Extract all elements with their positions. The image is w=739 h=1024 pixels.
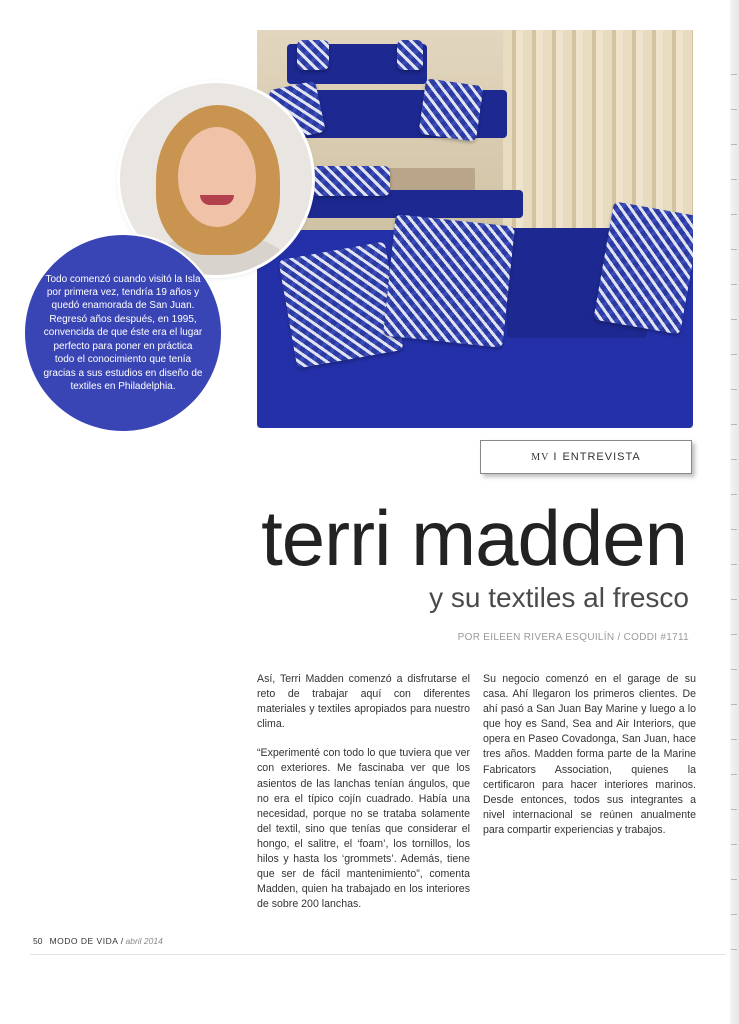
article-column-left (257, 672, 470, 926)
footer-divider: / (120, 936, 124, 946)
page-number: 50 (33, 936, 43, 946)
photo-pillow (397, 40, 423, 70)
page-footer (33, 936, 163, 946)
footer-rule (30, 954, 725, 955)
magazine-name: MODO DE VIDA (49, 936, 119, 946)
page-edge-marks (731, 40, 737, 960)
photo-pillow (383, 214, 515, 348)
paragraph: Así, Terri Madden comenzó a disfrutarse el reto de trabajar aquí con diferentes materiales y textiles apropiados para nuestro clima. (257, 673, 470, 731)
article-subtitle: y su textiles al fresco (429, 582, 689, 613)
photo-pillow (278, 241, 403, 368)
issue-date: abril 2014 (125, 936, 163, 946)
photo-table (387, 168, 475, 192)
section-label: ENTREVISTA (562, 451, 641, 463)
quote-circle (25, 235, 221, 431)
section-tag (480, 440, 692, 474)
article-column-right (483, 672, 696, 852)
quote-text: Todo comenzó cuando visitó la Isla por primera vez, tendría 19 años y quedó enamorada de San Juan. Regresó años después, en 1995, convencida de que éste era el lugar perfecto para poner en práctica todo el conocimiento que tenía gracias a sus estudios en diseño de textiles en Philadelphia. (43, 273, 203, 392)
portrait-face (178, 127, 256, 227)
portrait-smile (200, 195, 234, 205)
paragraph: Su negocio comenzó en el garage de su casa. Ahí llegaron los primeros clientes. De ahí pasó a San Juan Bay Marine y luego a lo que hoy es Sand, Sea and Air Interiors, que opera en Paseo Covadonga, San Juan, hace tres años. Madden forma parte de la Marine Fabricators Association, quienes la certificaron para hacer interiores marinos. Desde entonces, todos sus integrantes a nivel internacional se reúnen anualmente para compartir experiencias y trabajos. (483, 673, 696, 836)
hero-photo-blue-sofas (257, 30, 693, 428)
page-edge (730, 0, 739, 1024)
article-title: terri madden (261, 494, 687, 582)
photo-pillow (312, 166, 390, 196)
photo-pillow (418, 78, 483, 142)
paragraph: “Experimenté con todo lo que tuviera que ver con exteriores. Me fascinaba ver que los asientos de las lanchas tenían ángulos, que no era el típico cojín cuadrado. Había una necesidad, porque no se trataba solamente del textil, sino que tenías que considerar el hongo, el salitre, el ‘foam’, los tornillos, los hilos y hasta los ‘grommets’. Además, tiene que ser de fácil mantenimiento”, comenta Madden, quien ha trabajado en los interiores de sobre 200 lanchas. (257, 747, 470, 911)
article-byline: POR EILEEN RIVERA ESQUILÍN / CODDI #1711 (457, 632, 689, 643)
section-separator: I (553, 451, 558, 463)
section-logo: MV (531, 451, 550, 463)
photo-pillow (297, 40, 329, 70)
